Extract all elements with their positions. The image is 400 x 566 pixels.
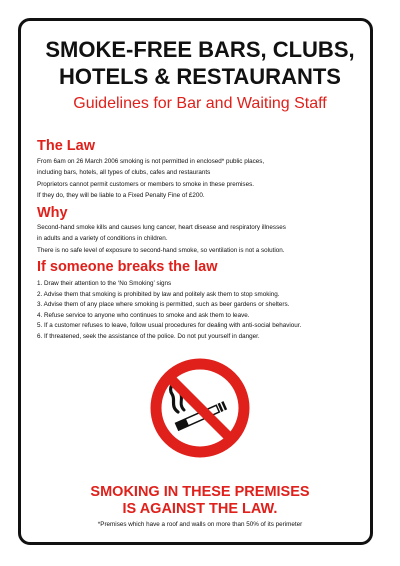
action-list-item: 1. Draw their attention to the ‘No Smoking’ signs [37,280,172,287]
law-heading: The Law [37,138,96,154]
law-text-line: including bars, hotels, all types of clubs, cafes and restaurants [37,168,211,176]
breaks-law-heading: If someone breaks the law [37,259,218,275]
no-smoking-icon [148,356,252,460]
poster-title-line-1: SMOKE-FREE BARS, CLUBS, [45,37,355,62]
action-list-item: 5. If a customer refuses to leave, follow usual procedures for dealing with anti-social behaviour. [37,322,302,330]
action-list-item: 4. Refuse service to anyone who continues to smoke and ask them to leave. [37,311,250,319]
action-list-item: 2. Advise them that smoking is prohibited by law and politely ask them to stop smoking. [37,290,280,298]
law-text-line: If they do, they will be liable to a Fixed Penalty Fine of £200. [37,191,205,199]
why-section [37,204,367,257]
footnote: *Premises which have a roof and walls on more than 50% of its perimeter [97,521,303,528]
why-text-line: Second-hand smoke kills and causes lung cancer, heart disease and respiratory illnesses [37,224,286,231]
poster-subtitle: Guidelines for Bar and Waiting Staff [73,95,327,112]
poster-title-line-2: HOTELS & RESTAURANTS [59,64,341,89]
breaks-law-section [37,258,367,343]
law-section [37,137,367,201]
law-text-line: From 6am on 26 March 2006 smoking is not permitted in enclosed* public places, [37,158,265,165]
warning-line-1: SMOKING IN THESE PREMISES [90,484,310,500]
action-list-item: 3. Advise them of any place where smoking is permitted, such as beer gardens or shelters. [37,301,290,309]
law-text-line: Proprietors cannot permit customers or members to smoke in these premises. [37,181,254,188]
action-list-item: 6. If threatened, seek the assistance of the police. Do not put yourself in danger. [37,332,260,340]
why-text-line: in adults and a variety of conditions in children. [37,234,168,242]
why-heading: Why [37,205,68,221]
why-text-line: There is no safe level of exposure to second-hand smoke, so ventilation is not a solution. [37,247,285,254]
warning-line-2: IS AGAINST THE LAW. [122,501,278,517]
